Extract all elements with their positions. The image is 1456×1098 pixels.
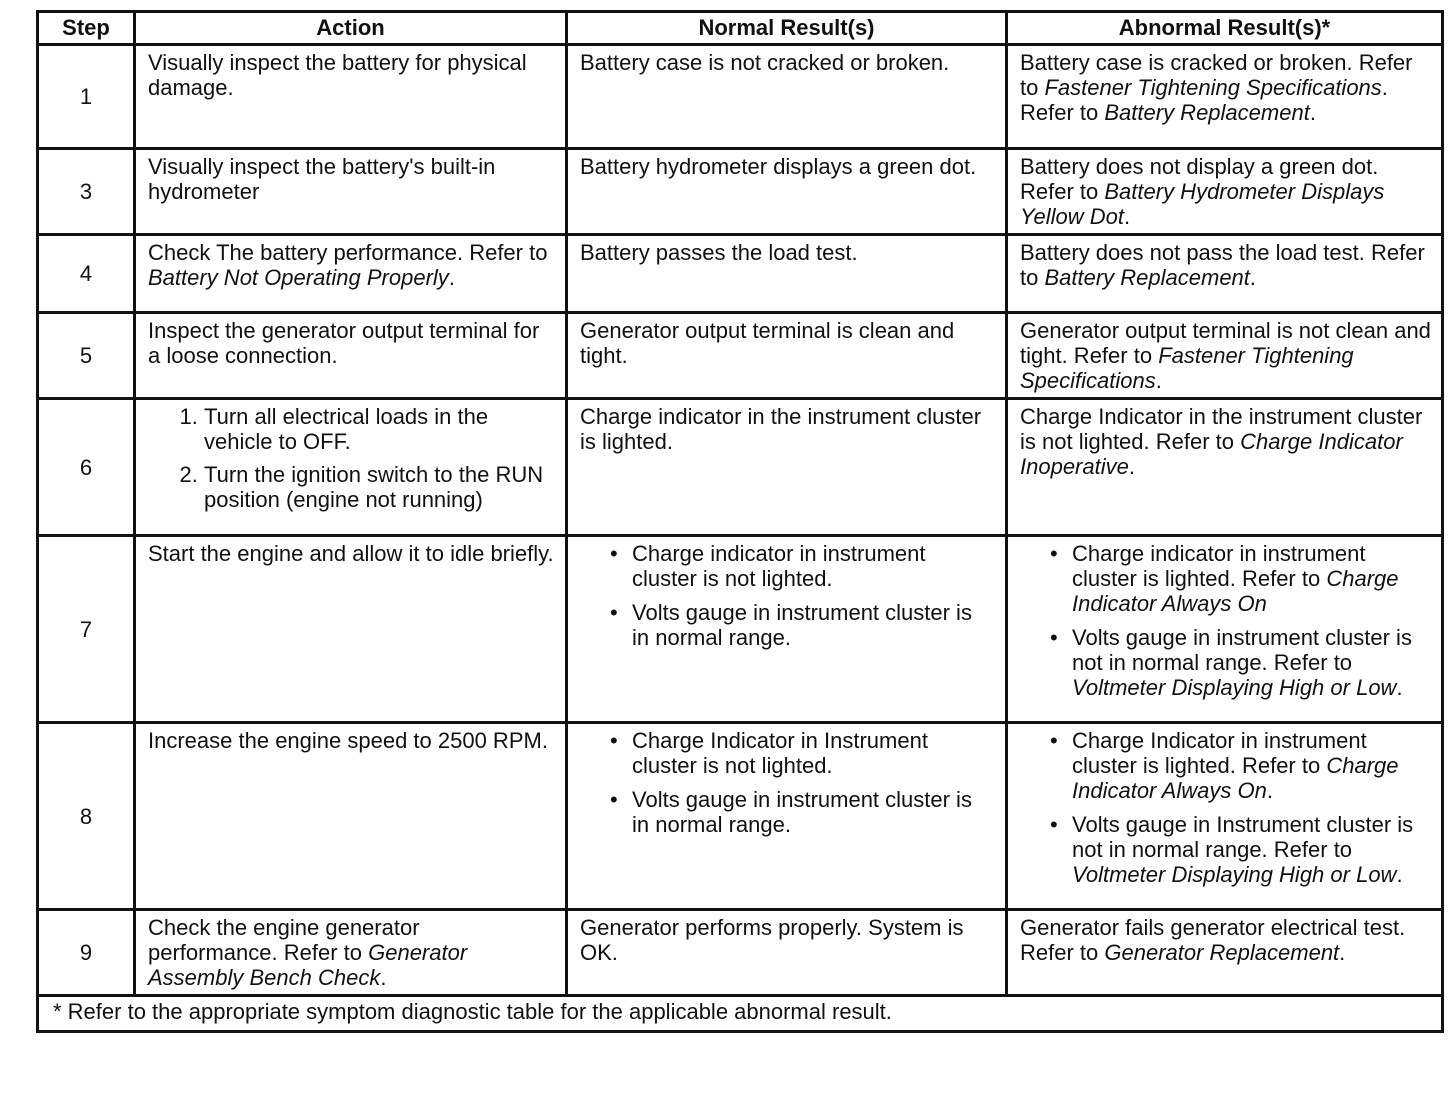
abnormal-bullet-list: [1020, 541, 1431, 700]
table-row: [38, 313, 1443, 399]
reference-link: Charge Indicator Always On: [1072, 566, 1399, 616]
list-item: 2. Turn the ignition switch to the RUN position (engine not running): [204, 462, 555, 512]
table-row: [38, 910, 1443, 996]
step-number: 8: [38, 723, 135, 910]
normal-cell: Battery passes the load test.: [567, 235, 1007, 313]
action-cell: Visually inspect the battery's built-in hydrometer: [135, 149, 567, 235]
header-step: Step: [38, 12, 135, 45]
footnote-row: [38, 996, 1443, 1032]
abnormal-cell: Generator output terminal is not clean and tight. Refer to Fastener Tightening Specifications.: [1007, 313, 1443, 399]
abnormal-cell: Battery does not display a green dot. Refer to Battery Hydrometer Displays Yellow Dot.: [1007, 149, 1443, 235]
table-row: [38, 723, 1443, 910]
reference-link: Battery Replacement: [1104, 100, 1310, 125]
abnormal-cell: [1007, 723, 1443, 910]
list-item: • Volts gauge in instrument cluster is in normal range.: [632, 600, 995, 650]
normal-cell: Battery case is not cracked or broken.: [567, 45, 1007, 149]
reference-link: Charge Indicator Inoperative: [1020, 429, 1403, 479]
table-row: [38, 45, 1443, 149]
action-steps-list: [148, 404, 555, 512]
list-item: • Volts gauge in Instrument cluster is not in normal range. Refer to Voltmeter Displaying High or Low.: [1072, 812, 1431, 887]
step-number: 5: [38, 313, 135, 399]
table-row: [38, 235, 1443, 313]
abnormal-bullet-list: [1020, 728, 1431, 887]
list-item: 1. Turn all electrical loads in the vehicle to OFF.: [204, 404, 555, 454]
reference-link: Charge Indicator Always On: [1072, 753, 1399, 803]
header-normal: Normal Result(s): [567, 12, 1007, 45]
list-item: • Volts gauge in instrument cluster is in normal range.: [632, 787, 995, 837]
reference-link: Generator Assembly Bench Check: [148, 940, 468, 990]
reference-link: Fastener Tightening Specifications: [1044, 75, 1382, 100]
action-cell: Inspect the generator output terminal for a loose connection.: [135, 313, 567, 399]
action-cell: Check The battery performance. Refer to Battery Not Operating Properly.: [135, 235, 567, 313]
reference-link: Voltmeter Displaying High or Low: [1072, 675, 1397, 700]
action-cell: Increase the engine speed to 2500 RPM.: [135, 723, 567, 910]
abnormal-cell: Battery does not pass the load test. Refer to Battery Replacement.: [1007, 235, 1443, 313]
reference-link: Battery Hydrometer Displays Yellow Dot: [1020, 179, 1385, 229]
normal-cell: Battery hydrometer displays a green dot.: [567, 149, 1007, 235]
reference-link: Fastener Tightening Specifications: [1020, 343, 1354, 393]
action-cell: Check the engine generator performance. Refer to Generator Assembly Bench Check.: [135, 910, 567, 996]
list-item: • Volts gauge in instrument cluster is not in normal range. Refer to Voltmeter Displaying High or Low.: [1072, 625, 1431, 700]
action-cell: [135, 399, 567, 536]
step-number: 6: [38, 399, 135, 536]
abnormal-cell: Battery case is cracked or broken. Refer to Fastener Tightening Specifications. Refer to Battery Replacement.: [1007, 45, 1443, 149]
normal-cell: Generator output terminal is clean and tight.: [567, 313, 1007, 399]
list-item: • Charge indicator in instrument cluster is not lighted.: [632, 541, 995, 591]
header-action: Action: [135, 12, 567, 45]
normal-cell: Charge indicator in the instrument cluster is lighted.: [567, 399, 1007, 536]
abnormal-cell: Generator fails generator electrical test. Refer to Generator Replacement.: [1007, 910, 1443, 996]
step-number: 7: [38, 536, 135, 723]
abnormal-cell: Charge Indicator in the instrument cluster is not lighted. Refer to Charge Indicator Inoperative.: [1007, 399, 1443, 536]
normal-cell: [567, 536, 1007, 723]
list-item: • Charge Indicator in Instrument cluster is not lighted.: [632, 728, 995, 778]
list-item: • Charge indicator in instrument cluster is lighted. Refer to Charge Indicator Always On: [1072, 541, 1431, 616]
step-number: 9: [38, 910, 135, 996]
list-item: • Charge Indicator in instrument cluster is lighted. Refer to Charge Indicator Always On.: [1072, 728, 1431, 803]
step-number: 3: [38, 149, 135, 235]
table-row: [38, 536, 1443, 723]
normal-cell: [567, 723, 1007, 910]
footnote: * Refer to the appropriate symptom diagnostic table for the applicable abnormal result.: [38, 996, 1443, 1032]
normal-bullet-list: [580, 728, 995, 837]
reference-link: Battery Not Operating Properly: [148, 265, 449, 290]
action-cell: Visually inspect the battery for physical damage.: [135, 45, 567, 149]
header-abnormal: Abnormal Result(s)*: [1007, 12, 1443, 45]
reference-link: Generator Replacement: [1104, 940, 1340, 965]
reference-link: Battery Replacement: [1044, 265, 1250, 290]
action-cell: Start the engine and allow it to idle briefly.: [135, 536, 567, 723]
normal-cell: Generator performs properly. System is OK.: [567, 910, 1007, 996]
step-number: 1: [38, 45, 135, 149]
normal-bullet-list: [580, 541, 995, 650]
table-row: [38, 149, 1443, 235]
header-row: [38, 12, 1443, 45]
table-row: [38, 399, 1443, 536]
diagnostic-table: [36, 10, 1444, 1033]
abnormal-cell: [1007, 536, 1443, 723]
step-number: 4: [38, 235, 135, 313]
reference-link: Voltmeter Displaying High or Low: [1072, 862, 1397, 887]
